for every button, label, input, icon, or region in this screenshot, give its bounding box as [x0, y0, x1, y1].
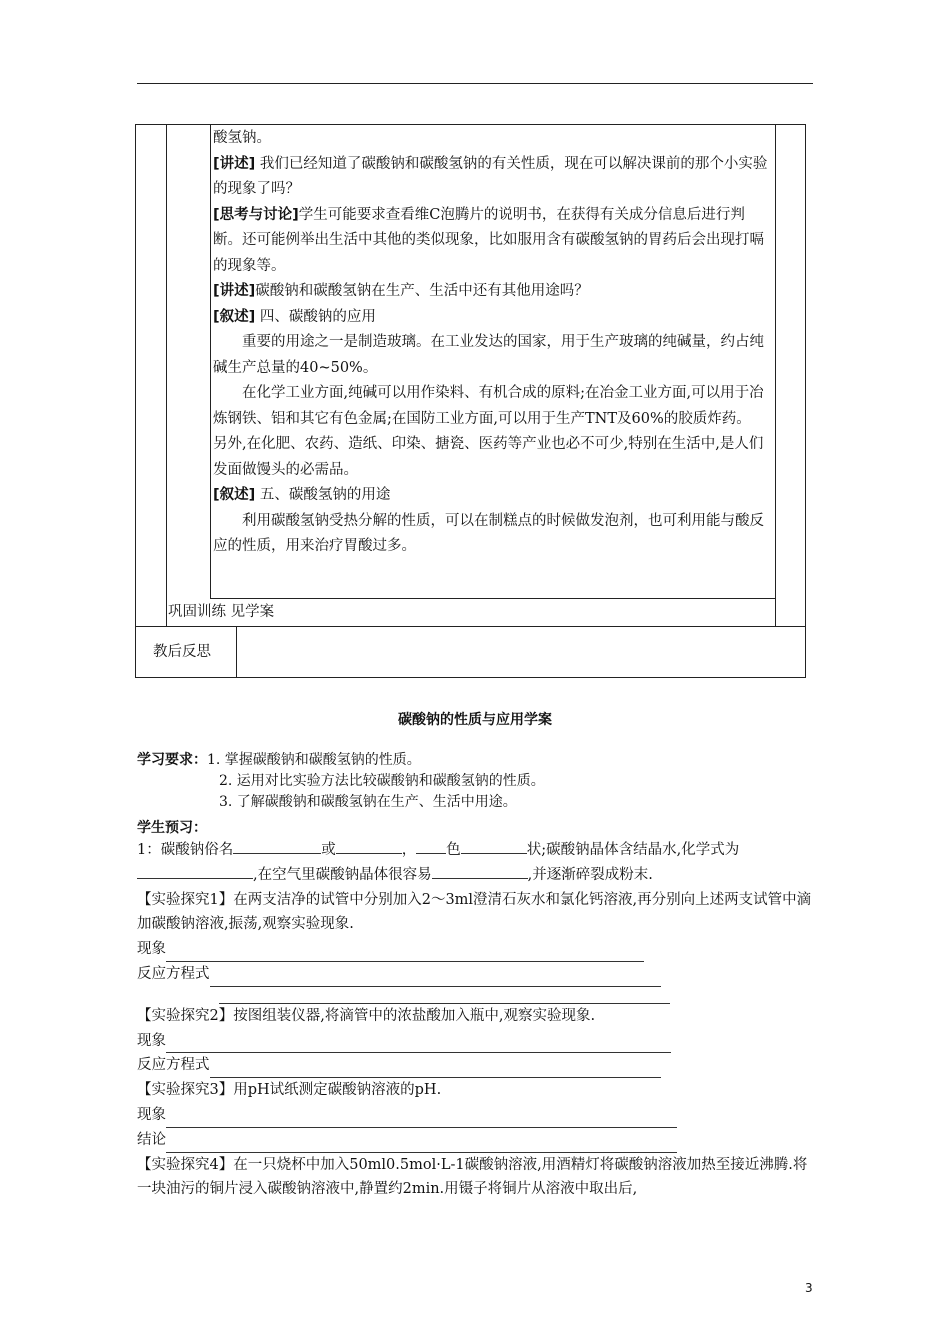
paragraph-text: 学生可能要求查看维C泡腾片的说明书，在获得有关成分信息后进行判断。还可能例举出生活中其他的类似现象，比如服用含有碳酸氢钠的胃药后会出现打嗝的现象等。	[213, 206, 764, 274]
handout-body	[137, 838, 817, 1202]
table-row-line	[210, 598, 776, 599]
lesson-paragraph	[213, 330, 773, 381]
lesson-paragraph	[213, 126, 773, 152]
question-text: ，	[401, 842, 417, 858]
equation-label: 反应方程式	[137, 965, 210, 982]
lesson-paragraph	[213, 432, 773, 483]
paragraph-text: 另外,在化肥、农药、造纸、印染、搪瓷、医药等产业也必不可少,特别在生活中,是人们发面做馒头的必需品。	[213, 436, 764, 478]
phenomenon-label: 现象	[137, 1032, 166, 1049]
handout-title: 碳酸钠的性质与应用学案	[398, 712, 552, 728]
answer-line[interactable]	[166, 1136, 677, 1153]
paragraph-text: 重要的用途之一是制造玻璃。在工业发达的国家，用于生产玻璃的纯碱量，约占纯碱生产总量的40~50%。	[213, 334, 764, 376]
answer-line[interactable]	[210, 970, 661, 987]
lesson-paragraph	[213, 152, 773, 203]
question-1	[137, 838, 817, 888]
question-text: ,在空气里碳酸钠晶体很容易	[253, 866, 432, 883]
blank-field[interactable]	[416, 839, 446, 854]
blank-field[interactable]	[137, 864, 253, 879]
answer-line[interactable]	[219, 987, 670, 1004]
phenomenon-label: 现象	[137, 1106, 166, 1123]
table-col-line	[210, 124, 211, 598]
answer-line[interactable]	[210, 1061, 661, 1078]
lesson-paragraph	[213, 381, 773, 432]
reflection-label: 教后反思	[153, 644, 211, 660]
requirement-item: 1. 掌握碳酸钠和碳酸氢钠的性质。	[207, 752, 421, 768]
section-tag: [叙述]	[213, 487, 256, 503]
answer-line[interactable]	[166, 1111, 677, 1128]
paragraph-text: 利用碳酸氢钠受热分解的性质，可以在制糕点的时候做发泡剂，也可利用能与酸反应的性质，用来治疗胃酸过多。	[213, 512, 764, 554]
blank-field[interactable]	[461, 839, 527, 854]
blank-field[interactable]	[432, 864, 528, 879]
section-tag: [讲述]	[213, 155, 256, 172]
lesson-paragraph	[213, 509, 773, 560]
paragraph-text: 碳酸钠和碳酸氢钠在生产、生活中还有其他用途吗？	[255, 283, 589, 299]
header-rule	[137, 83, 813, 84]
page-number: 3	[805, 1281, 813, 1295]
phenomenon-label: 现象	[137, 941, 166, 958]
blank-field[interactable]	[336, 839, 402, 854]
table-col-line	[166, 124, 167, 626]
paragraph-text: 五、碳酸氢钠的用途	[255, 487, 391, 503]
section-tag: [思考与讨论]	[213, 206, 299, 223]
table-col-line	[236, 626, 237, 678]
conclusion-label: 结论	[137, 1131, 166, 1148]
experiment-3: 【实验探究3】用pH试纸测定碳酸钠溶液的pH.	[137, 1082, 442, 1099]
experiment-4: 【实验探究4】在一只烧杯中加入50ml0.5mol·L-1碳酸钠溶液,用酒精灯将碳酸钠溶液加热至接近沸腾.将一块油污的铜片浸入碳酸钠溶液中,静置约2min.用镊子将铜片从溶液中取出后,	[137, 1156, 808, 1198]
lesson-paragraph	[213, 483, 773, 509]
practice-note: 巩固训练 见学案	[168, 604, 275, 620]
question-text: 1：碳酸钠俗名	[137, 842, 234, 858]
question-text: ,并逐渐碎裂成粉末.	[527, 866, 653, 883]
section-tag: [讲述]	[213, 283, 256, 299]
paragraph-text: 四、碳酸钠的应用	[255, 308, 376, 325]
blank-field[interactable]	[233, 839, 321, 854]
paragraph-text: 酸氢钠。	[213, 130, 271, 146]
paragraph-text: 在化学工业方面,纯碱可以用作染料、有机合成的原料;在冶金工业方面,可以用于冶炼钢铁、铝和其它有色金属;在国防工业方面,可以用于生产TNT及60%的胶质炸药。	[213, 385, 764, 427]
section-tag: [叙述]	[213, 308, 256, 325]
experiment-1: 【实验探究1】在两支洁净的试管中分别加入2～3ml澄清石灰水和氯化钙溶液,再分别向上述两支试管中滴加碳酸钠溶液,振荡,观察实验现象.	[137, 891, 812, 933]
equation-label: 反应方程式	[137, 1057, 210, 1074]
experiment-2: 【实验探究2】按图组装仪器,将滴管中的浓盐酸加入瓶中,观察实验现象.	[137, 1007, 596, 1024]
lesson-content	[213, 126, 773, 560]
lesson-paragraph	[213, 305, 773, 331]
lesson-paragraph	[213, 203, 773, 280]
answer-line[interactable]	[166, 1036, 671, 1053]
table-col-line	[775, 124, 776, 626]
requirements-label: 学习要求：	[137, 752, 207, 768]
question-text: 色	[446, 842, 461, 858]
question-text: 或	[321, 842, 336, 858]
paragraph-text: 我们已经知道了碳酸钠和碳酸氢钠的有关性质，现在可以解决课前的那个小实验的现象了吗？	[213, 155, 768, 197]
requirement-item: 3. 了解碳酸钠和碳酸氢钠在生产、生活中用途。	[219, 794, 517, 810]
question-text: 状;碳酸钠晶体含结晶水,化学式为	[526, 842, 740, 858]
answer-line[interactable]	[166, 945, 644, 962]
requirement-item: 2. 运用对比实验方法比较碳酸钠和碳酸氢钠的性质。	[219, 773, 545, 789]
preview-label: 学生预习：	[137, 820, 207, 836]
lesson-paragraph	[213, 279, 773, 305]
learning-requirements	[137, 750, 545, 813]
